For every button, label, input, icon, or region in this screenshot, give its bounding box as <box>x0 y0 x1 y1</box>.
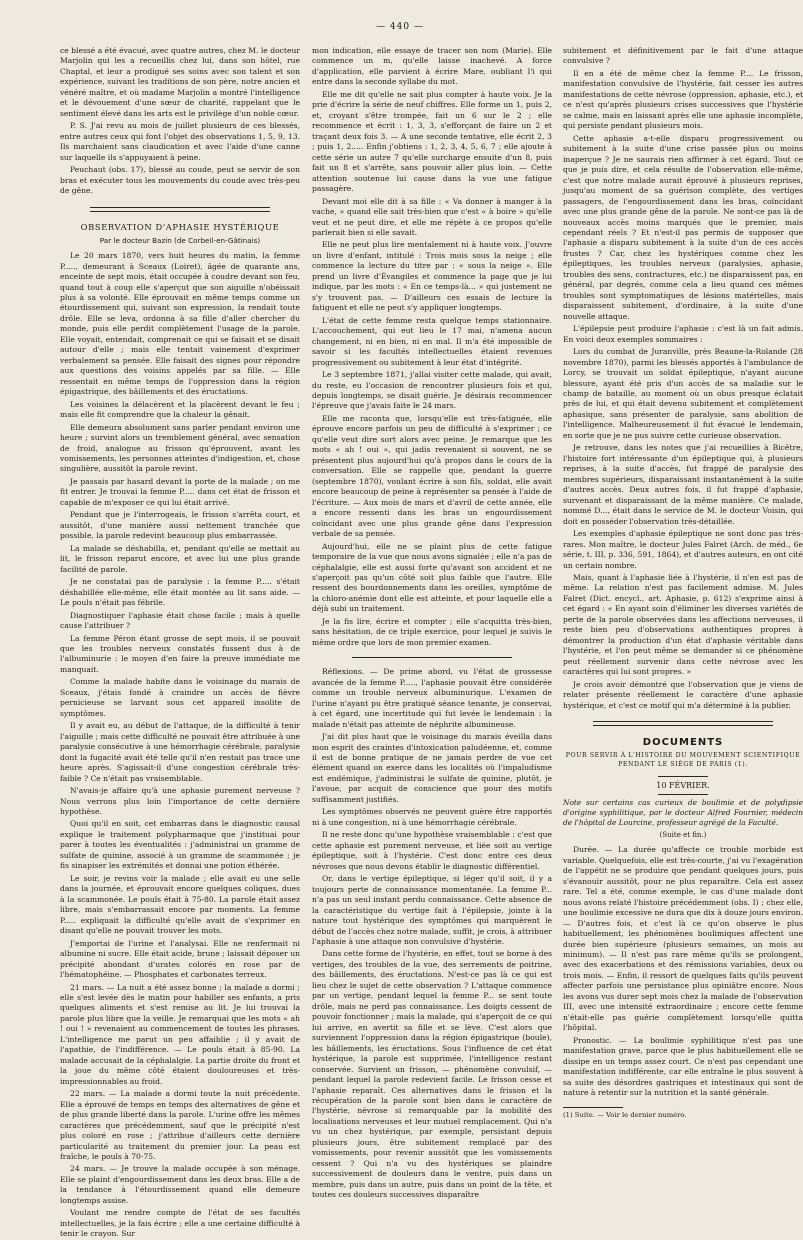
paragraph: Peuchaut (obs. 17), blessé au coude, peut se servir de son bras et exécuter tous les mouvements du coude avec très-peu de gêne. <box>60 165 300 196</box>
paragraph: Aujourd'hui, elle ne se plaint plus de cette fatigue temporaire de la vue que nous avons signalée ; elle n'a pas de céphalalgie, elle est aussi forte qu'avant son accident et ne s'aperçoit pas qu'un côté soit plus faible que l'autre. Elle ressent des bourdonnements dans les oreilles, symptôme de la chloro-anémie dont elle est atteinte, et pour laquelle elle a déjà subi un traitement. <box>312 541 552 614</box>
paragraph: ce blessé a été évacué, avec quatre autres, chez M. le docteur Marjolin qui les a recueillis chez lui, dans son hôtel, rue Chaptal, et leur a prodigué ses soins avec son talent et son expérience, suivant les traditions de son père, notre ancien et vénéré maître, et où madame Marjolin a montré l'intelligence et le dévouement d'une sœur de charité, rappelant que le sentiment élevé dans les arts est le privilège d'un noble cœur. <box>60 46 300 118</box>
paragraph: L'épilepsie peut produire l'aphasie : c'est là un fait admis. En voici deux exemples sommaires : <box>563 324 803 344</box>
paragraph: J'emportai de l'urine et l'analysai. Elle ne renfermait ni albumine ni sucre. Elle était acide, brune ; laissait déposer un précipité abondant d'urates colorés en rose par de l'hématophéine. — Phosphates et carbonates terreux. <box>60 938 300 980</box>
paragraph: Je crois avoir démontré que l'observation que je viens de relater présente réellement le caractère d'une aphasie hystérique, et c'est ce motif qui m'a déterminé à la publier. <box>563 679 803 710</box>
paragraph: Elle me dit qu'elle ne sait plus compter à haute voix. Je la prie d'écrire la série de neuf chiffres. Elle forme un 1, puis 2, et, croyant s'être trompée, fait un 6 sur le 2 ; elle recommence et écrit : 1, 3, 3, s'efforçant de faire un 2 et traçant deux fois 3. — A une seconde tentative, elle écrit 2, 3 ; puis 1, 2..... Enfin j'obtiens : 1, 2, 3, 4, 5, 6, 7 ; elle ajoute à cette série un autre 7 qu'elle surcharge ensuite d'un 8, puis fait un 8 et s'arrête, sans pouvoir aller plus loin. — Cette attention soutenue lui cause dans la vue une fatigue passagère. <box>312 89 552 194</box>
paragraph: Or, dans le vertige épileptique, si léger qu'il soit, il y a toujours perte de connaissance momentanée. La femme P... n'a pas un seul instant perdu connaissance. Cette absence de la caractéristique du vertige fait à l'épilepsie, jointe à la nature tout hystérique des symptômes qui marquèrent le début de l'accès chez notre malade, suffit, je crois, à attribuer l'aphasie à une attaque non convulsive d'hystérie. <box>312 874 552 946</box>
paragraph: N'avais-je affaire qu'à une aphasie purement nerveuse ? Nous verrons plus loin l'importance de cette dernière hypothèse. <box>60 786 300 816</box>
paragraph: Il ne reste donc qu'une hypothèse vraisemblable : c'est que cette aphasie est purement nerveuse, et liée soit au vertige épileptique, soit à l'hystérie. C'est donc entre ces deux névroses que nous devons établir le diagnostic différentiel. <box>312 830 552 871</box>
date-heading: 10 FÉVRIER. <box>563 776 803 795</box>
footnote: (1) Suite. — Voir le dernier numéro. <box>563 1110 687 1119</box>
paragraph: Dans cette forme de l'hystérie, en effet, tout se borne à des vertiges, des troubles de la vue, des serrements de poitrine, des bâillements, des éructations. N'est-ce pas là ce qui est lieu chez le sujet de cette observation ? L'attaque commence par un vertige, pendant lequel la femme P... se sent toute drôle, mais ne perd pas connaissance. Les doigts cessent de pouvoir fonctionner ; mais la malade, qui s'aperçoit de ce qui lui arrive, en avertit sa fille et se lève. C'est alors que surviennent l'oppression dans la région épigastrique (boule), les bâillements, les éructations. Sous l'influence de cet état hystérique, la parole est supprimée, l'intelligence restant conservée. Survient un frisson, — phénomène convulsif, — pendant lequel la parole redevient facile. Le frisson cesse et l'aphasie reparaît. Ces alternatives dans le frisson et la récupération de la parole sont bien dans le caractère de l'hystérie, névrose si remarquable par la mobilité des localisations nerveuses et leur mutuel remplacement. Qui n'a vu un chez hystérique, par exemple, persistant depuis plusieurs jours, être subitement remplacé par des vomissements, pour revenir aussitôt que les vomissements cessent ? Qui n'a vu des hystériques se plaindre successivement de douleurs dans le ventre, puis dans un membre, puis dans un autre, puis dans un point de la tête, et toutes ces douleurs successives disparaître <box>312 949 552 1200</box>
divider <box>352 657 512 658</box>
paragraph: Les voisines la délacèrent et la placèrent devant le feu ; mais elle fit comprendre que la chaleur la gênait. <box>60 399 300 420</box>
paragraph: J'ai dit plus haut que le voisinage du marais éveilla dans mon esprit des craintes d'intoxication paludéenne, et, comme il est de bonne pratique de ne jamais perdre de vue cet élément quand on exerce dans les localités où l'impaludisme est endémique, j'administrai le sulfate de quinine, plutôt, je l'avoue, par acquit de conscience que pour des motifs suffisamment justifiés. <box>312 732 552 804</box>
paragraph: Pendant que je l'interrogeais, le frisson s'arrêta court, et aussitôt, d'une manière aussi nettement tranchée que possible, la parole redevint beaucoup plus embarrassée. <box>60 510 300 541</box>
paragraph: Pronostic. — La boulimie syphilitique n'est pas une manifestation grave, parce que le plus habituellement elle se dissipe en un temps assez court. Ce n'est pas cependant une manifestation indifférente, car elle entraîne le plus souvent à sa suite des désordres gastriques et intestinaux qui sont de nature à retentir sur la nutrition et la santé générale. <box>563 1035 803 1098</box>
section-subheading: PENDANT LE SIÈGE DE PARIS (1). <box>618 761 748 769</box>
paragraph: Je passais par hasard devant la porte de la malade ; on me fit entrer. Je trouvai la femme P..... dans cet état de frisson et capable de m'exposer ce qui lui était arrivé. <box>60 476 300 507</box>
paragraph: Elle ne peut plus lire mentalement ni à haute voix. J'ouvre un livre d'enfant, intitulé : Trois mois sous la neige ; elle commence la lecture du titre par : « sous la neige ». Elle prend un livre d'Évangiles et commence la page que je lui indique, par les mots : « En ce temps-là... » qui justement ne s'y trouvent pas. — D'ailleurs ces essais de lecture la fatiguent et elle ne peut s'y appliquer longtemps. <box>312 240 552 313</box>
paragraph: Elle demeura absolument sans parler pendant environ une heure ; survint alors un tremblement général, avec sensation de froid, analogue au frisson qu'éprouvent, avant les vomissements, les personnes atteintes d'indigestion, et, chose singulière, aussitôt la parole revint. <box>60 422 300 474</box>
paragraph: 21 mars. — La nuit a été assez bonne ; la malade a dormi ; elle s'est levée dès le matin pour habiller ses enfants, a pris quelques aliments et s'est remise au lit. Je lui trouvai la parole plus libre que la veille. Je remarquai que les mots « ah ! oui ! » revenaient au commencement de toutes les phrases. L'intelligence me parut un peu affaiblie ; il y avait de l'apathie, de l'indifférence. — Le pouls était à 85-90. La malade accusait de la céphalalgie. La partie droite du front et la joue du même côté étaient douloureuses et très-impressionnables au froid. <box>60 982 300 1086</box>
paragraph: Mais, quant à l'aphasie liée à l'hystérie, il n'en est pas de même. La relation n'est pas facilement admise. M. Jules Falret (Dict. encycl., art. Aphasie, p. 612) s'exprime ainsi à cet égard : « En ayant soin d'éliminer les diverses variétés de perte de la parole observées dans les affections nerveuses, il reste bien peu d'observations authentiques propres à démontrer la production d'un état d'aphasie véritable dans l'hystérie, et l'on peut même se demander si ce phénomène peut réellement survenir dans cette névrose avec les caractères qui lui sont propres. » <box>563 572 803 677</box>
paragraph: La femme Péron étant grosse de sept mois, il se pouvait que les troubles nerveux constatés fussent dus à de l'albuminurie : le moyen d'en faire la preuve immédiate me manquait. <box>60 633 300 674</box>
section-heading: DOCUMENTS <box>642 737 724 749</box>
paragraph: La malade se déshabilla, et, pendant qu'elle se mettait au lit, le frisson reparut encore, et avec lui une plus grande facilité de parole. <box>60 543 300 574</box>
paragraph: Il y avait eu, au début de l'attaque, de la difficulté à tenir l'aiguille ; mais cette difficulté ne pouvait être attribuée à une paralysie consécutive à une hémorrhagie cérébrale, paralysie dont la fugacité avait été telle qu'il n'en restait pas trace une heure après. S'agissait-il d'une congestion cérébrale très-faible ? Ce n'était pas vraisemblable. <box>60 721 300 783</box>
section-divider <box>593 721 773 726</box>
page-number: — 440 — <box>376 22 424 32</box>
paragraph: Je retrouve, dans les notes que j'ai recueillies à Bicêtre, l'histoire fort intéressante d'un épileptique qui, à plusieurs reprises, à la suite d'accès, fut frappé de paralysie des membres supérieurs, disparaissant instantanément à la suite d'autres accès. Deux autres fois, il fut frappé d'aphasie, survenant et disparaissant de la même manière. Ce malade, nommé D..., était dans le service de M. le docteur Voisin, qui doit en posséder l'observation très-détaillée. <box>563 443 803 526</box>
paragraph: mon indication, elle essaye de tracer son nom (Marie). Elle commence un m, qu'elle laisse inachevé. A force d'application, elle parvient à écrire Mare, oubliant l'i qui entre dans la seconde syllabe du mot. <box>312 46 552 87</box>
paragraph: Quoi qu'il en soit, cet embarras dans le diagnostic causal explique le traitement polypharmaque que j'instituai pour parer à toutes les éventualités : j'administrai un gramme de sulfate de quinine, associé à un gramme de scammonée ; je fis sinapiser les extrémités et donnai une potion éthérée. <box>60 819 300 871</box>
paragraph: Voulant me rendre compte de l'état de ses facultés intellectuelles, je la fais écrire ; elle a une certaine difficulté à tenir le crayon. Sur <box>60 1208 300 1239</box>
paragraph: L'état de cette femme resta quelque temps stationnaire. L'accouchement, qui eut lieu le 17 mai, n'amena aucun changement, ni en bien, ni en mal. Il m'a été impossible de savoir si les facultés intellectuelles étaient revenues progressivement ou subitement à leur état d'intégrité. <box>312 315 552 367</box>
paragraph: Je ne constatai pas de paralysie : la femme P..... s'était déshabillée elle-même, elle était montée au lit sans aide. — Le pouls n'était pas fébrile. <box>60 577 300 608</box>
paragraph: Elle me raconta que, lorsqu'elle est très-fatiguée, elle éprouve encore parfois un peu de difficulté à s'exprimer ; ce qu'elle veut dire sort alors avec peine. Je remarque que les mots « ah ! oui », qui jadis revenaient si souvent, ne se présentent plus aujourd'hui qu'à propos dans le cours de la conversation. Elle se rappelle que, pendant la guerre (septembre 1870), voulant écrire à son fils, soldat, elle avait encore beaucoup de peine à représenter sa pensée à l'aide de l'écriture. — Aux mois de mars et d'avril de cette année, elle a encore ressenti dans les bras un engourdissement coïncidant avec une plus grande gêne dans l'expression verbale de sa pensée. <box>312 413 552 539</box>
column-right <box>563 46 803 1156</box>
paragraph: Lors du combat de Juranville, près Beaune-la-Rolande (28 novembre 1870), parmi les blessés apportés à l'ambulance de Lorcy, se trouvait un soldat épileptique, n'ayant aucune blessure, ayant été pris d'un accès de sa maladie sur le champ de bataille, au moment où un obus presque éclatait près de lui, et qui était devenu subitement et complètement aphasique, sans présenter de paralysie, sans abolition de l'intelligence. Malheureusement il fut évacué le lendemain, en sorte que je ne pus suivre cette curieuse observation. <box>563 347 803 440</box>
byline: Par le docteur Bazin (de Corbeil-en-Gâtinais) <box>99 236 261 246</box>
paragraph: Le 3 septembre 1871, j'allai visiter cette malade, qui avait, du reste, eu l'occasion de rencontrer plusieurs fois et qui, depuis longtemps, se disait guérie. Je désirais recommencer l'épreuve que j'avais faite le 24 mars. <box>312 370 552 411</box>
column-left <box>60 46 300 1239</box>
paragraph: Devant moi elle dit à sa fille : « Va donner à manger à la vache, » quand elle sait très-bien que c'est « à boire » qu'elle veut et ne peut dire, et elle me répète à ce propos qu'elle parlerait bien si elle savait. <box>312 196 552 237</box>
paragraph: Le soir, je revins voir la malade ; elle avait eu une selle dans la journée, et éprouvait encore quelques coliques, dues à la scammonée. Le pouls était à 75-80. La parole était assez libre, mais s'embarrassait encore par moments. La femme P..... expliquait la difficulté qu'elle avait de s'exprimer en disant qu'elle ne pouvait trouver les mots. <box>60 873 300 936</box>
continuation-note: (Suite et fin.) <box>659 830 707 839</box>
section-subheading: POUR SERVIR À L'HISTOIRE DU MOUVEMENT SCIENTIFIQUE <box>565 751 801 759</box>
paragraph: Le 20 mars 1870, vers huit heures du matin, la femme P....., demeurant à Sceaux (Loiret), âgée de quarante ans, enceinte de sept mois, était occupée à coudre devant son feu, quand tout à coup elle s'aperçut que son aiguille n'obéissait plus à sa volonté. Elle éprouvait en même temps comme un étourdissement qui, suivant son expression, la rendait toute drôle. Elle se leva, ordonna à sa fille d'aller chercher du monde, puis elle perdit complètement l'usage de la parole. Elle voyait, entendait, comprenait ce qui se faisait et se disait autour d'elle ; mais elle tentait vainement d'exprimer verbalement sa pensée. Elle faisait des signes pour répondre aux questions des voisins appelés par sa fille. — Elle ressentait en même temps de l'oppression dans la région épigastrique, des bâillements et des éructations. <box>60 251 300 397</box>
paragraph: Les exemples d'aphasie épileptique ne sont donc pas très-rares. Mon maître, le docteur Jules Falret (Arch. de méd., 6e série, t. III, p. 336, 591, 1864), et d'autres auteurs, en ont cité un certain nombre. <box>563 529 803 570</box>
paragraph: Les symptômes observés ne peuvent guère être rapportés ni à une congestion, ni à une hémorrhagie cérébrale. <box>312 807 552 827</box>
paragraph: Comme la malade habite dans le voisinage du marais de Sceaux, j'étais fondé à craindre un accès de fièvre pernicieuse se larvant sous cet appareil insolite de symptômes. <box>60 677 300 718</box>
paragraph: P. S. J'ai revu au mois de juillet plusieurs de ces blessés, entre autres ceux qui font l'objet des observations 1, 5, 9, 13. Ils marchaient sans claudication et avec l'aide d'une canne sur laquelle ils s'appuyaient à peine. <box>60 121 300 162</box>
paragraph: 24 mars. — Je trouve la malade occupée à son ménage. Elle se plaint d'engourdissement dans les deux bras. Elle a de la tendance à l'étourdissement quand elle demeure longtemps assise. <box>60 1164 300 1205</box>
column-middle <box>312 46 552 1200</box>
paragraph: 22 mars. — La malade a dormi toute la nuit précédente. Elle a éprouvé de temps en temps des alternatives de gêne et de plus grande liberté dans la parole. L'urine offre les mêmes caractères que précédemment, sauf que le précipité n'est plus coloré en rose ; j'attribue d'ailleurs cette dernière particularité au traitement du premier jour. La peau est fraîche, le pouls à 70-75. <box>60 1089 300 1161</box>
paragraph: Cette aphasie a-t-elle disparu progressivement ou subitement à la suite d'une crise passée plus ou moins inaperçue ? Je ne saurais rien affirmer à cet égard. Tout ce que je puis dire, et cela résulte de l'observation elle-même, c'est que notre malade aurait éprouvé à plusieurs reprises, jusqu'au moment de sa guérison complète, des vertiges passagers, de l'engourdissement dans les bras, coïncidant avec une plus grande gêne de la parole. Ne sont-ce pas là de nouveaux accès moins marqués que le premier, mais cependant réels ? Et n'est-il pas permis de supposer que l'aphasie a disparu subitement à la suite d'un de ces accès frustes ? Car, chez les hystériques comme chez les épileptiques, les troubles nerveux (paralysies, aphasie, troubles des sens, contractures, etc.) ne disparaissent pas, en général, par degrés, comme cela a lieu quand ces mêmes troubles sont symptomatiques de lésions matérielles, mais disparaissent subitement, d'ordinaire, à la suite d'une nouvelle attaque. <box>563 133 803 321</box>
paragraph: Je la fis lire, écrire et compter ; elle s'acquitta très-bien, sans hésitation, de ce triple exercice, pour lequel je suivis le même ordre que lors de mon premier examen. <box>312 616 552 647</box>
paragraph: subitement et définitivement par le fait d'une attaque convulsive ? <box>563 46 803 66</box>
section-title: OBSERVATION D'APHASIE HYSTÉRIQUE <box>80 221 280 232</box>
paragraph: Durée. — La durée qu'affecte ce trouble morbide est variable. Quelquefois, elle est très-courte, j'ai vu l'exagération de l'appétit ne se produire que pendant quelques jours, puis s'évanouir aussitôt, pour ne plus reparaître. Cela est assez rare. Tel a été, comme exemple, le cas d'une malade dont nous avons relaté l'histoire précédemment (obs. I) ; chez elle, une boulimie excessive ne dura que dix à douze jours environ. — D'autres fois, et c'est là ce qu'on observe le plus habituellement, les phénomènes boulimiques affectent une durée bien supérieure (plusieurs semaines, un mois au minimum). — Il n'est pas rare même qu'ils se prolongent, avec des exacerbations et des rémissions variables, deux ou trois mois. — Enfin, il ressort de quelques faits qu'ils peuvent affecter parfois une persistance plus opiniâtre encore. Nous les avons vus durer sept mois chez la malade de l'observation III, avec une intensité extraordinaire ; encore cette femme n'était-elle pas guérie complètement lorsqu'elle quitta l'hôpital. <box>563 845 803 1033</box>
paragraph: Réflexions. — De prime abord, vu l'état de grossesse avancée de la femme P....., l'aphasie pouvait être considérée comme un trouble nerveux albuminurique. L'examen de l'urine n'ayant pu être pratiqué séance tenante, je conservai, à cet égard, une incertitude qui fut levée le lendemain : la malade n'était pas atteinte de néphrite albumineuse. <box>312 667 552 729</box>
paragraph: Il en a été de même chez la femme P.... Le frisson, manifestation convulsive de l'hystérie, fait cesser les autres manifestations de cette névrose (oppression, aphasie, etc.), et ce n'est qu'après plusieurs crises successives que l'hystérie se calme, mais en laissant après elle une aphasie incomplète, qui persiste pendant plusieurs mois. <box>563 68 803 131</box>
footnote-divider <box>563 1107 623 1108</box>
section-divider <box>90 207 270 212</box>
paragraph: Diagnostiquer l'aphasie était chose facile ; mais à quelle cause l'attribuer ? <box>60 610 300 631</box>
article-intro: Note sur certains cas curieux de boulimie et de polydipsie d'origine syphilitique, par le docteur Alfred Fournier, médecin de l'hôpital de Lourcine, professeur agrégé de la Faculté. <box>563 797 803 828</box>
